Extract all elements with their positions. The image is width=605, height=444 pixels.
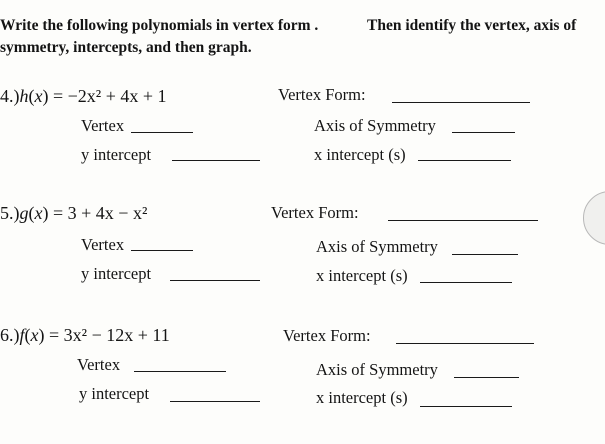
x-intercept-answer-line[interactable]: [418, 160, 511, 161]
function-name: g: [19, 203, 29, 223]
instructions-line1-left: Write the following polynomials in vertex form .: [0, 17, 319, 34]
instructions-line1-right: Then identify the vertex, axis of: [367, 17, 577, 34]
binder-hole: [583, 191, 605, 245]
polynomial: = 3 + 4x − x²: [53, 203, 148, 223]
vertex-label: Vertex: [81, 235, 125, 254]
vertex-label: Vertex: [77, 355, 121, 374]
problem-5-equation: 5.)g(x) = 3 + 4x − x²: [0, 203, 148, 223]
problem-number: 6.): [0, 325, 20, 345]
vertex-form-answer-line[interactable]: [396, 343, 534, 344]
axis-of-symmetry-label: Axis of Symmetry: [316, 360, 438, 379]
y-intercept-label: y intercept: [79, 384, 150, 403]
vertex-form-label: Vertex Form:: [283, 326, 371, 345]
y-intercept-answer-line[interactable]: [172, 160, 260, 161]
problem-number: 4.): [0, 86, 20, 106]
x-intercept-label: x intercept (s): [314, 145, 406, 164]
problem-4-equation: 4.)h(x) = −2x² + 4x + 1: [0, 86, 167, 106]
problem-number: 5.): [0, 203, 20, 223]
axis-of-symmetry-label: Axis of Symmetry: [314, 116, 436, 135]
problem-6-equation: 6.)f(x) = 3x² − 12x + 11: [0, 325, 170, 345]
vertex-answer-line[interactable]: [131, 132, 193, 133]
x-intercept-label: x intercept (s): [316, 388, 408, 407]
axis-answer-line[interactable]: [452, 254, 518, 255]
y-intercept-answer-line[interactable]: [170, 401, 260, 402]
function-name: f: [19, 325, 25, 345]
vertex-answer-line[interactable]: [134, 371, 226, 372]
instructions-line2: symmetry, intercepts, and then graph.: [0, 39, 252, 56]
function-name: h: [19, 86, 29, 106]
axis-answer-line[interactable]: [452, 132, 515, 133]
x-intercept-answer-line[interactable]: [420, 406, 512, 407]
x-intercept-label: x intercept (s): [316, 266, 408, 285]
vertex-form-answer-line[interactable]: [388, 220, 538, 221]
vertex-answer-line[interactable]: [131, 250, 193, 251]
y-intercept-label: y intercept: [81, 145, 152, 164]
vertex-label: Vertex: [81, 116, 125, 135]
vertex-form-label: Vertex Form:: [278, 85, 366, 104]
polynomial: = −2x² + 4x + 1: [53, 86, 167, 106]
axis-of-symmetry-label: Axis of Symmetry: [316, 237, 438, 256]
y-intercept-label: y intercept: [81, 264, 152, 283]
axis-answer-line[interactable]: [454, 377, 519, 378]
y-intercept-answer-line[interactable]: [170, 280, 260, 281]
vertex-form-answer-line[interactable]: [392, 102, 530, 103]
vertex-form-label: Vertex Form:: [271, 203, 359, 222]
polynomial: = 3x² − 12x + 11: [49, 325, 170, 345]
x-intercept-answer-line[interactable]: [420, 282, 512, 283]
